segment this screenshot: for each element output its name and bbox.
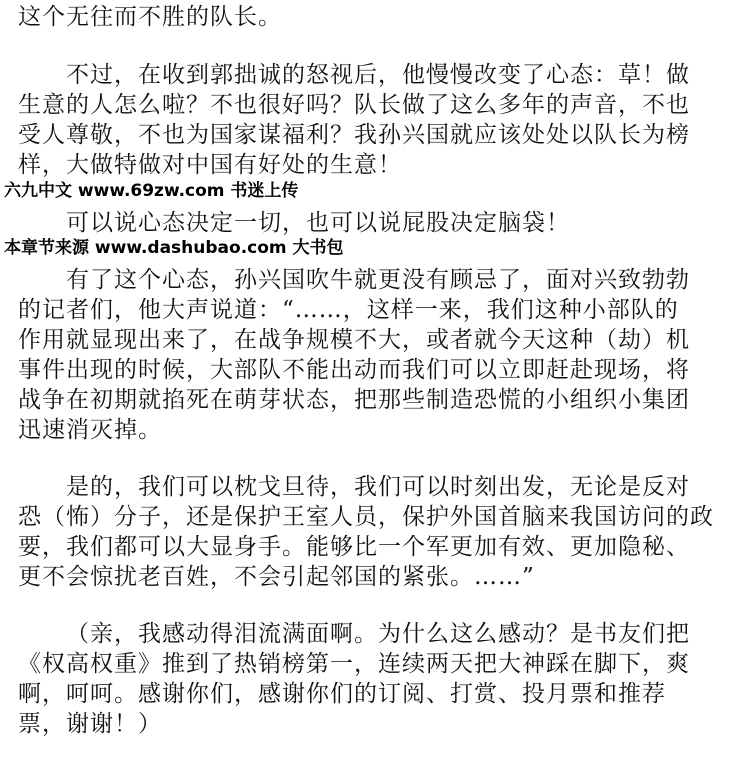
paragraph-line: 票，谢谢！） xyxy=(18,711,162,737)
paragraph-line: 恐（怖）分子，还是保护王室人员，保护外国首脑来我国访问的政 xyxy=(18,504,714,530)
paragraph-line: 战争在初期就掐死在萌芽状态，把那些制造恐慌的小组织小集团 xyxy=(18,387,690,413)
paragraph-line: 可以说心态决定一切，也可以说屁股决定脑袋！ xyxy=(66,210,570,236)
paragraph-line: 生意的人怎么啦？不也很好吗？队长做了这么多年的声音，不也 xyxy=(18,92,690,118)
paragraph-line: 这个无往而不胜的队长。 xyxy=(18,4,282,30)
paragraph-line: 更不会惊扰老百姓，不会引起邻国的紧张。……” xyxy=(18,564,535,590)
paragraph-line: 有了这个心态，孙兴国吹牛就更没有顾忌了，面对兴致勃勃 xyxy=(66,267,690,293)
paragraph-line: 样，大做特做对中国有好处的生意！ xyxy=(18,152,402,178)
paragraph-line: 事件出现的时候，大部队不能出动而我们可以立即赶赴现场，将 xyxy=(18,357,690,383)
source-note: 本章节来源 www.dashubao.com 大书包 xyxy=(4,238,344,258)
paragraph-line: 要，我们都可以大显身手。能够比一个军更加有效、更加隐秘、 xyxy=(18,534,690,560)
paragraph-line: 的记者们，他大声说道：“……，这样一来，我们这种小部队的 xyxy=(18,297,679,323)
paragraph-line: 作用就显现出来了，在战争规模不大，或者就今天这种（劫）机 xyxy=(18,327,690,353)
paragraph-line: 《权高权重》推到了热销榜第一，连续两天把大神踩在脚下，爽 xyxy=(18,651,690,677)
paragraph-line: （亲，我感动得泪流满面啊。为什么这么感动？是书友们把 xyxy=(66,621,690,647)
paragraph-line: 不过，在收到郭拙诚的怒视后，他慢慢改变了心态：草！做 xyxy=(66,62,690,88)
paragraph-line: 迅速消灭掉。 xyxy=(18,417,162,443)
paragraph-line: 受人尊敬，不也为国家谋福利？我孙兴国就应该处处以队长为榜 xyxy=(18,122,690,148)
paragraph-line: 啊，呵呵。感谢你们，感谢你们的订阅、打赏、投月票和推荐 xyxy=(18,681,666,707)
paragraph-line: 是的，我们可以枕戈旦待，我们可以时刻出发，无论是反对 xyxy=(66,474,690,500)
source-note: 六九中文 www.69zw.com 书迷上传 xyxy=(4,181,299,201)
